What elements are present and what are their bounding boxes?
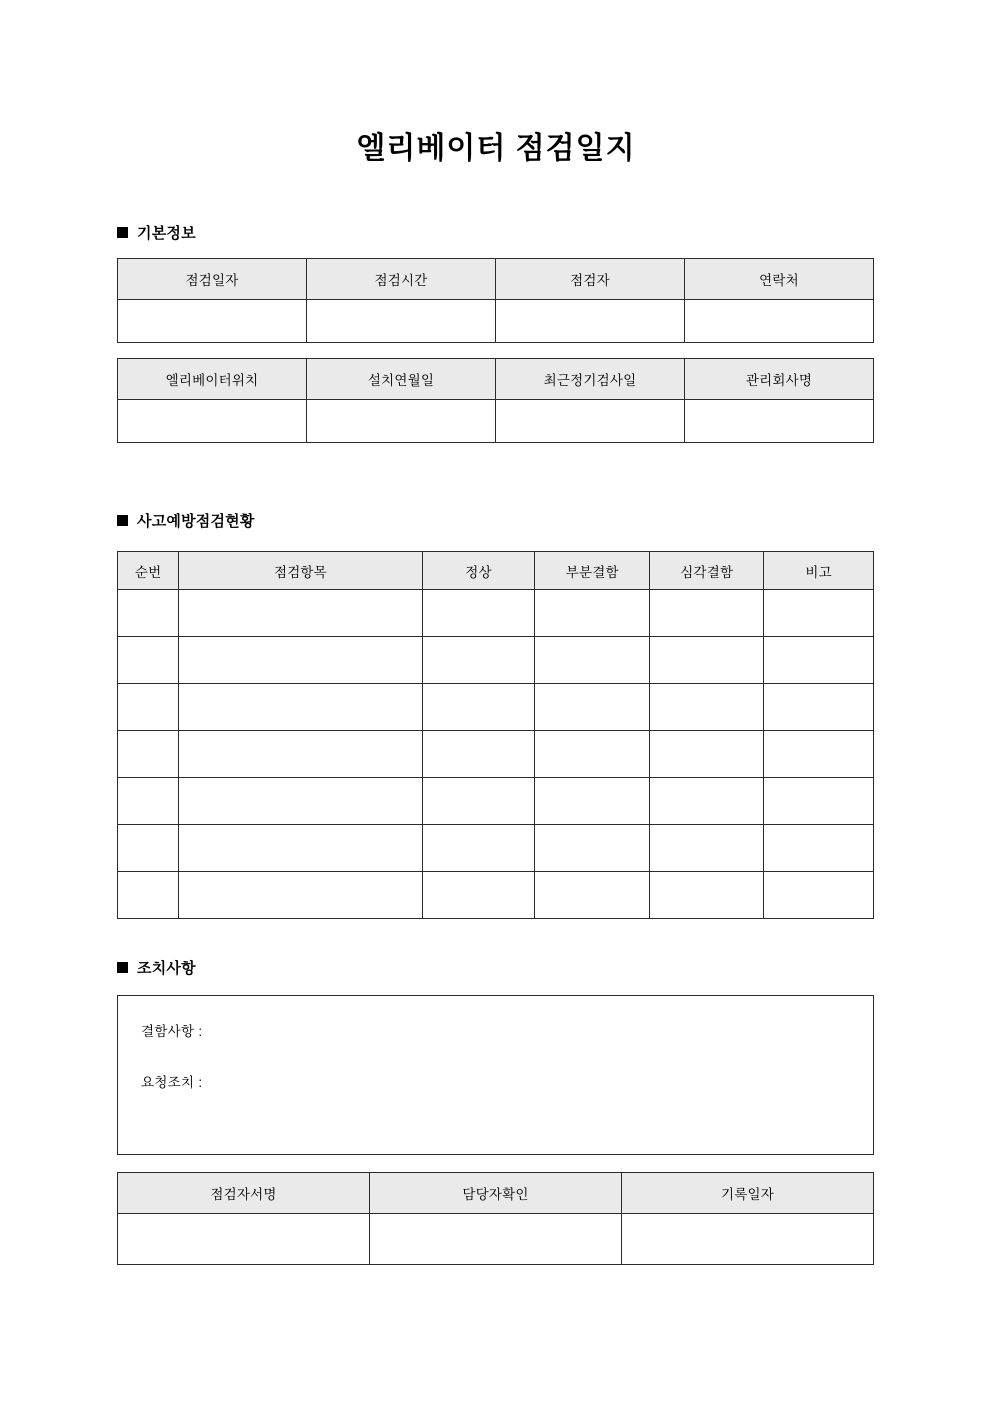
cell-serious-defect[interactable] xyxy=(650,825,764,872)
column-header-contact: 연락처 xyxy=(685,259,874,300)
column-header-install-date: 설치연월일 xyxy=(307,359,496,400)
cell-number[interactable] xyxy=(118,731,179,778)
column-header-inspection-date: 점검일자 xyxy=(118,259,307,300)
square-bullet-icon xyxy=(117,515,128,526)
square-bullet-icon xyxy=(117,962,128,973)
field-inspection-time[interactable] xyxy=(307,300,496,343)
action-items-box[interactable] xyxy=(117,995,874,1155)
column-header-last-regular-inspection-date: 최근정기검사일 xyxy=(496,359,685,400)
action-label-request: 요청조치 : xyxy=(141,1075,203,1090)
cell-normal[interactable] xyxy=(422,684,535,731)
table-header-row xyxy=(118,1173,874,1214)
field-inspector[interactable] xyxy=(496,300,685,343)
column-header-number: 순번 xyxy=(118,552,179,590)
table-row xyxy=(118,872,874,919)
column-header-normal: 정상 xyxy=(422,552,535,590)
field-management-company[interactable] xyxy=(685,400,874,443)
section-heading-label: 조치사항 xyxy=(137,960,196,977)
cell-number[interactable] xyxy=(118,637,179,684)
column-header-partial-defect: 부분결함 xyxy=(535,552,650,590)
cell-number[interactable] xyxy=(118,872,179,919)
cell-remarks[interactable] xyxy=(764,637,874,684)
column-header-manager-confirmation: 담당자확인 xyxy=(370,1173,622,1214)
table-row xyxy=(118,300,874,343)
section-heading-basic-info xyxy=(117,222,196,243)
cell-serious-defect[interactable] xyxy=(650,590,764,637)
cell-inspection-item[interactable] xyxy=(179,872,422,919)
column-header-elevator-location: 엘리베이터위치 xyxy=(118,359,307,400)
cell-inspection-item[interactable] xyxy=(179,731,422,778)
field-inspector-signature[interactable] xyxy=(118,1214,370,1265)
table-row xyxy=(118,684,874,731)
column-header-inspector-signature: 점검자서명 xyxy=(118,1173,370,1214)
cell-partial-defect[interactable] xyxy=(535,731,650,778)
cell-remarks[interactable] xyxy=(764,872,874,919)
cell-partial-defect[interactable] xyxy=(535,872,650,919)
cell-inspection-item[interactable] xyxy=(179,590,422,637)
section-heading-label: 기본정보 xyxy=(137,225,196,242)
section-heading-inspection-status xyxy=(117,510,255,531)
cell-serious-defect[interactable] xyxy=(650,684,764,731)
cell-normal[interactable] xyxy=(422,825,535,872)
basic-info-table-2 xyxy=(117,358,874,443)
table-header-row xyxy=(118,552,874,590)
cell-serious-defect[interactable] xyxy=(650,872,764,919)
cell-number[interactable] xyxy=(118,590,179,637)
cell-number[interactable] xyxy=(118,684,179,731)
cell-inspection-item[interactable] xyxy=(179,825,422,872)
cell-inspection-item[interactable] xyxy=(179,637,422,684)
cell-serious-defect[interactable] xyxy=(650,731,764,778)
cell-remarks[interactable] xyxy=(764,778,874,825)
field-install-date[interactable] xyxy=(307,400,496,443)
cell-normal[interactable] xyxy=(422,731,535,778)
column-header-serious-defect: 심각결함 xyxy=(650,552,764,590)
section-heading-label: 사고예방점검현황 xyxy=(137,513,255,530)
signature-table xyxy=(117,1172,874,1265)
cell-remarks[interactable] xyxy=(764,684,874,731)
table-row xyxy=(118,731,874,778)
cell-partial-defect[interactable] xyxy=(535,590,650,637)
page-title: 엘리베이터 점검일지 xyxy=(356,132,636,165)
column-header-remarks: 비고 xyxy=(764,552,874,590)
cell-partial-defect[interactable] xyxy=(535,825,650,872)
field-record-date[interactable] xyxy=(622,1214,874,1265)
table-row xyxy=(118,825,874,872)
table-row xyxy=(118,1214,874,1265)
inspection-status-table xyxy=(117,551,874,919)
cell-remarks[interactable] xyxy=(764,590,874,637)
table-row xyxy=(118,400,874,443)
square-bullet-icon xyxy=(117,227,128,238)
table-header-row xyxy=(118,259,874,300)
basic-info-table-1 xyxy=(117,258,874,343)
cell-normal[interactable] xyxy=(422,872,535,919)
table-row xyxy=(118,637,874,684)
cell-inspection-item[interactable] xyxy=(179,684,422,731)
cell-remarks[interactable] xyxy=(764,825,874,872)
cell-normal[interactable] xyxy=(422,590,535,637)
table-row xyxy=(118,590,874,637)
cell-serious-defect[interactable] xyxy=(650,778,764,825)
column-header-inspector: 점검자 xyxy=(496,259,685,300)
column-header-record-date: 기록일자 xyxy=(622,1173,874,1214)
cell-partial-defect[interactable] xyxy=(535,637,650,684)
cell-normal[interactable] xyxy=(422,637,535,684)
column-header-inspection-time: 점검시간 xyxy=(307,259,496,300)
cell-normal[interactable] xyxy=(422,778,535,825)
field-last-regular-inspection-date[interactable] xyxy=(496,400,685,443)
cell-partial-defect[interactable] xyxy=(535,778,650,825)
cell-inspection-item[interactable] xyxy=(179,778,422,825)
cell-number[interactable] xyxy=(118,778,179,825)
field-manager-confirmation[interactable] xyxy=(370,1214,622,1265)
column-header-inspection-item: 점검항목 xyxy=(179,552,422,590)
cell-number[interactable] xyxy=(118,825,179,872)
field-inspection-date[interactable] xyxy=(118,300,307,343)
cell-partial-defect[interactable] xyxy=(535,684,650,731)
cell-remarks[interactable] xyxy=(764,731,874,778)
field-contact[interactable] xyxy=(685,300,874,343)
action-label-defect: 결함사항 : xyxy=(141,1024,203,1039)
cell-serious-defect[interactable] xyxy=(650,637,764,684)
section-heading-action-items xyxy=(117,957,196,978)
table-header-row xyxy=(118,359,874,400)
field-elevator-location[interactable] xyxy=(118,400,307,443)
table-row xyxy=(118,778,874,825)
column-header-management-company: 관리회사명 xyxy=(685,359,874,400)
